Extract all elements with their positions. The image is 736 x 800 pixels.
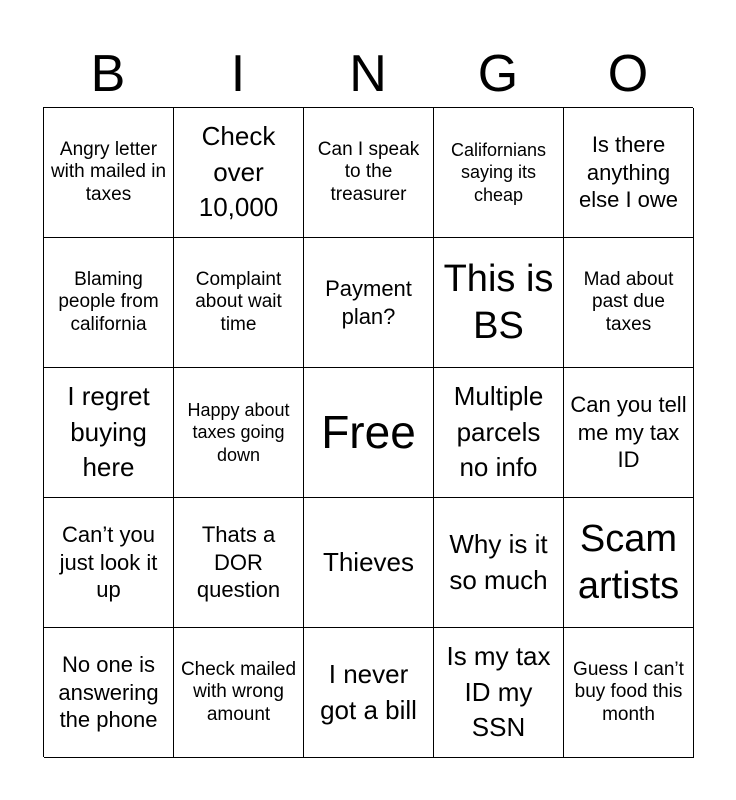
cell-text: Californians saying its cheap xyxy=(450,139,547,205)
bingo-cell-r2c2[interactable] xyxy=(174,238,304,368)
bingo-cell-r4c4[interactable] xyxy=(434,498,564,628)
bingo-cell-r3c5[interactable] xyxy=(564,368,694,498)
bingo-header xyxy=(43,40,693,108)
cell-text: Thats a DOR question xyxy=(196,522,281,603)
bingo-cell-r2c3[interactable] xyxy=(304,238,434,368)
cell-text: I never got a bill xyxy=(320,659,417,725)
bingo-cell-r4c3[interactable] xyxy=(304,498,434,628)
bingo-cell-r1c3[interactable] xyxy=(304,108,434,238)
bingo-cell-r5c1[interactable] xyxy=(44,628,174,758)
cell-text: Angry letter with mailed in taxes xyxy=(50,138,167,205)
cell-text: Thieves xyxy=(322,546,415,577)
cell-text: Why is it so much xyxy=(449,529,548,595)
bingo-cell-r3c4[interactable] xyxy=(434,368,564,498)
bingo-cell-r3c2[interactable] xyxy=(174,368,304,498)
bingo-cell-r5c3[interactable] xyxy=(304,628,434,758)
bingo-cell-r2c5[interactable] xyxy=(564,238,694,368)
bingo-card-grid xyxy=(43,107,693,757)
cell-text: Check over 10,000 xyxy=(198,121,279,223)
cell-text: No one is answering the phone xyxy=(58,652,159,733)
bingo-cell-r4c5[interactable] xyxy=(564,498,694,628)
bingo-cell-r5c4[interactable] xyxy=(434,628,564,758)
header-letter-o: O xyxy=(607,45,649,103)
cell-text: I regret buying here xyxy=(67,381,150,483)
bingo-cell-r5c2[interactable] xyxy=(174,628,304,758)
cell-text: Happy about taxes going down xyxy=(187,399,290,465)
cell-text: Scam artists xyxy=(577,518,680,607)
cell-text: This is BS xyxy=(443,258,554,347)
cell-text: Check mailed with wrong amount xyxy=(180,658,297,725)
bingo-cell-free[interactable] xyxy=(304,368,434,498)
cell-text: Multiple parcels no info xyxy=(453,381,544,483)
free-space-text: Free xyxy=(321,405,416,458)
cell-text: Payment plan? xyxy=(325,276,412,329)
header-letter-i: I xyxy=(230,45,246,103)
bingo-cell-r1c4[interactable] xyxy=(434,108,564,238)
cell-text: Is my tax ID my SSN xyxy=(446,641,551,743)
header-letter-b: B xyxy=(90,45,126,103)
bingo-cell-r5c5[interactable] xyxy=(564,628,694,758)
cell-text: Mad about past due taxes xyxy=(583,268,674,335)
header-letter-n: N xyxy=(349,45,387,103)
bingo-cell-r3c1[interactable] xyxy=(44,368,174,498)
bingo-cell-r4c2[interactable] xyxy=(174,498,304,628)
bingo-cell-r2c4[interactable] xyxy=(434,238,564,368)
bingo-cell-r1c1[interactable] xyxy=(44,108,174,238)
cell-text: Complaint about wait time xyxy=(195,268,282,335)
bingo-cell-r1c5[interactable] xyxy=(564,108,694,238)
cell-text: Is there anything else I owe xyxy=(578,132,679,213)
cell-text: Can you tell me my tax ID xyxy=(570,392,687,473)
cell-text: Guess I can’t buy food this month xyxy=(573,658,684,725)
cell-text: Blaming people from california xyxy=(58,268,159,335)
cell-text: Can I speak to the treasurer xyxy=(317,138,420,205)
cell-text: Can’t you just look it up xyxy=(59,522,158,603)
bingo-cell-r4c1[interactable] xyxy=(44,498,174,628)
bingo-cell-r1c2[interactable] xyxy=(174,108,304,238)
bingo-cell-r2c1[interactable] xyxy=(44,238,174,368)
header-letter-g: G xyxy=(477,45,519,103)
